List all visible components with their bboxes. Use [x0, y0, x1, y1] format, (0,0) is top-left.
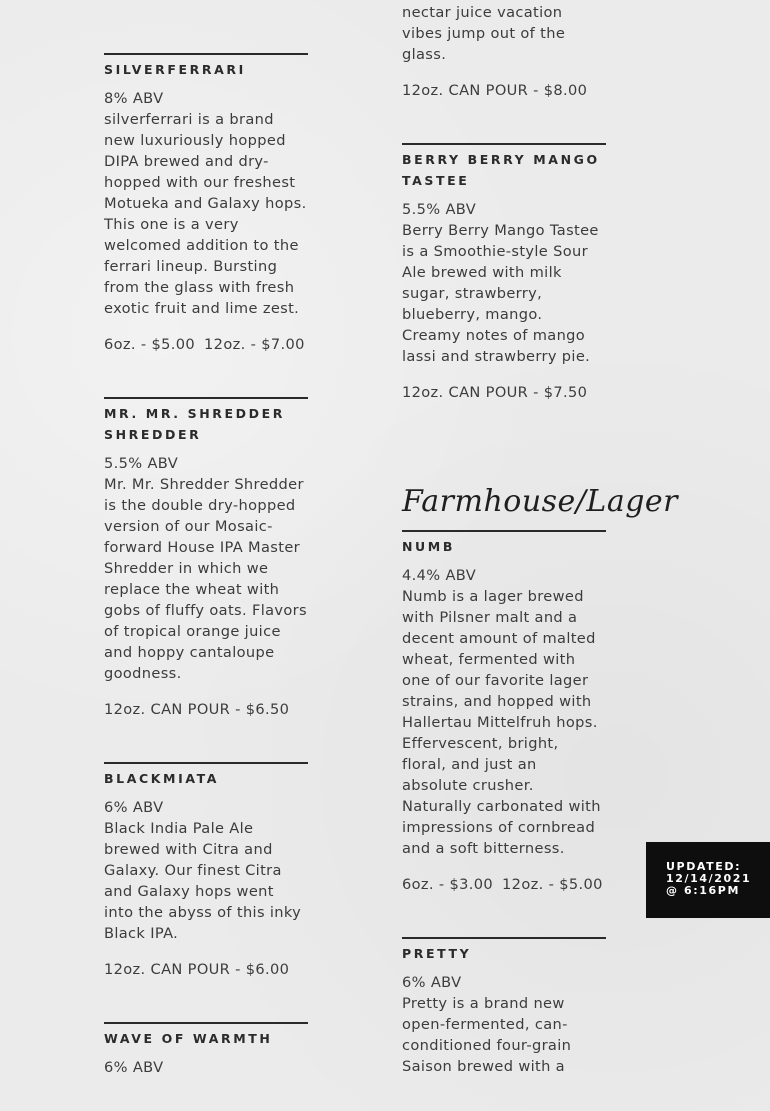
divider-rule — [104, 1022, 308, 1024]
beer-description: Pretty is a brand new open-fermented, can-conditioned four-grain Saison brewed with a — [402, 995, 572, 1075]
beer-description: Berry Berry Mango Tastee is a Smoothie-style Sour Ale brewed with milk sugar, strawberry, blueberry, mango. Creamy notes of mango lassi and strawberry pie. — [402, 222, 599, 365]
beer-item-blackmiata — [104, 762, 308, 980]
beer-name: WAVE OF WARMTH — [104, 1031, 273, 1046]
divider-rule — [402, 937, 606, 939]
beer-name: PRETTY — [402, 946, 472, 961]
divider-rule — [104, 397, 308, 399]
price-12oz: 12oz. - $5.00 — [502, 876, 603, 893]
beer-item-berry-berry-mango-tastee — [402, 143, 606, 403]
beer-name: SILVERFERRARI — [104, 62, 246, 77]
price-12oz: 12oz. - $7.00 — [204, 336, 305, 353]
price-can-pour: 12oz. CAN POUR - $6.00 — [104, 961, 290, 978]
updated-time: @ 6:16PM — [666, 884, 740, 897]
price-can-pour: 12oz. CAN POUR - $6.50 — [104, 701, 290, 718]
price-row — [402, 382, 606, 403]
beer-abv: 6% ABV — [402, 974, 462, 991]
beer-abv: 4.4% ABV — [402, 567, 477, 584]
price-row — [402, 874, 606, 895]
beer-abv: 5.5% ABV — [402, 201, 477, 218]
beer-abv: 5.5% ABV — [104, 455, 179, 472]
beer-description: Mr. Mr. Shredder Shredder is the double dry-hopped version of our Mosaic-forward House IPA Master Shredder in which we replace the wheat with gobs of fluffy oats. Flavors of tropical orange juice and hoppy cantaloupe goodness. — [104, 476, 307, 682]
price-6oz: 6oz. - $5.00 — [104, 336, 196, 353]
beer-abv: 6% ABV — [104, 799, 164, 816]
price-12oz — [204, 0, 305, 1]
beer-name: BLACKMIATA — [104, 771, 220, 786]
beer-item-mr-mr-shredder-shredder — [104, 397, 308, 720]
beer-item-numb — [402, 530, 606, 895]
updated-badge — [646, 842, 770, 918]
beer-description: Numb is a lager brewed with Pilsner malt and a decent amount of malted wheat, fermented with one of our favorite lager strains, and hopped with Hallertau Mittelfruh hops. Effervescent, bright, floral, and just an absolute crusher. Naturally carbonated with impressions of cornbread and a soft bitterness. — [402, 588, 601, 857]
beer-name: NUMB — [402, 539, 455, 554]
divider-rule — [104, 762, 308, 764]
divider-rule — [402, 143, 606, 145]
left-menu-column — [104, 0, 308, 1078]
price-can-pour: 12oz. CAN POUR - $7.50 — [402, 384, 588, 401]
price-6oz: 6oz. - $3.00 — [402, 876, 494, 893]
beer-name: MR. MR. SHREDDER SHREDDER — [104, 406, 285, 442]
price-6oz — [104, 0, 195, 1]
price-row — [402, 80, 606, 101]
price-row — [104, 0, 308, 3]
price-row — [104, 699, 308, 720]
beer-name: BERRY BERRY MANGO TASTEE — [402, 152, 600, 188]
updated-label: UPDATED: — [666, 860, 742, 873]
section-heading: Farmhouse/Lager — [402, 484, 679, 519]
beer-description: silverferrari is a brand new luxuriously hopped DIPA brewed and dry-hopped with our freshest Motueka and Galaxy hops. This one is a very welcomed addition to the ferrari lineup. Bursting from the glass with fresh exotic fruit and lime zest. — [104, 111, 307, 317]
beer-description: Black India Pale Ale brewed with Citra and Galaxy. Our finest Citra and Galaxy hops went into the abyss of this inky Black IPA. — [104, 820, 302, 942]
price-row — [104, 959, 308, 980]
beer-item-silverferrari — [104, 53, 308, 355]
beer-abv: 8% ABV — [104, 90, 164, 107]
price-row — [104, 334, 308, 355]
divider-rule — [104, 53, 308, 55]
updated-date: 12/14/2021 — [666, 872, 752, 885]
beer-abv: 6% ABV — [104, 1059, 164, 1076]
beer-description: nectar juice vacation vibes jump out of the glass. — [402, 4, 566, 63]
right-menu-column — [402, 0, 679, 1077]
price-can-pour: 12oz. CAN POUR - $8.00 — [402, 82, 588, 99]
beer-item-pretty — [402, 937, 606, 1077]
divider-rule — [402, 530, 606, 532]
beer-item-wave-of-warmth — [104, 1022, 308, 1078]
